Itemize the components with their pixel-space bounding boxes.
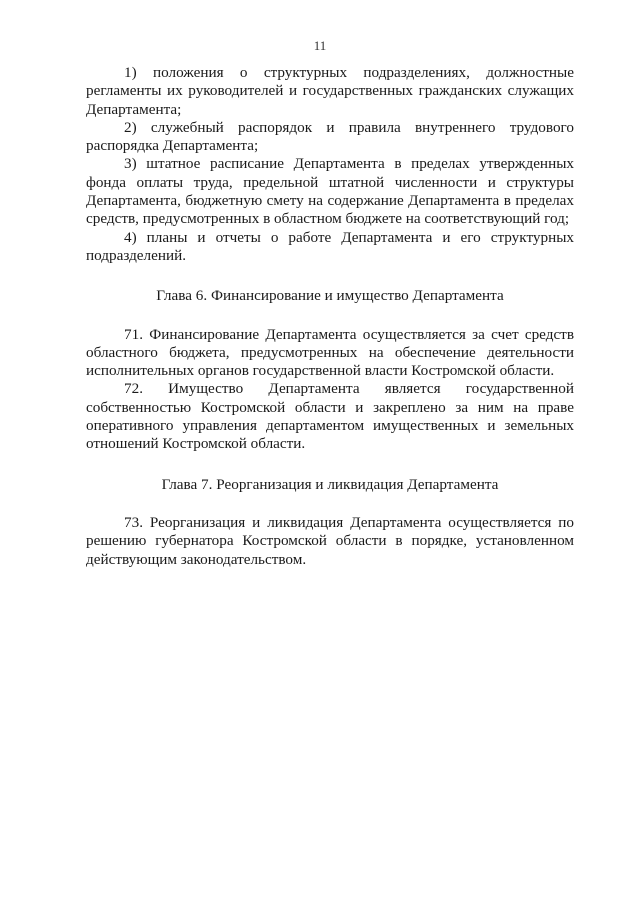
- list-item: 1) положения о структурных подразделениях, должностные регламенты их руководителей и государственных гражданских служащих Департамента;: [86, 64, 574, 118]
- paragraph-72: 72. Имущество Департамента является государственной собственностью Костромской области и закреплено за ним на праве оперативного управления департаментом имущественных и земельных отношений Костромской области.: [86, 380, 574, 453]
- list-item: 3) штатное расписание Департамента в пределах утвержденных фонда оплаты труда, предельной штатной численности и структуры Департамента, бюджетную смету на содержание Департамента в пределах средств, предусмотренных в областном бюджете на соответствующий год;: [86, 155, 574, 228]
- paragraph-71: 71. Финансирование Департамента осуществляется за счет средств областного бюджета, предусмотренных на обеспечение деятельности исполнительных органов государственной власти Костромской области.: [86, 325, 574, 380]
- document-body: [86, 64, 574, 569]
- paragraph-73: 73. Реорганизация и ликвидация Департамента осуществляется по решению губернатора Костромской области в порядке, установленном действующим законодательством.: [86, 513, 574, 568]
- chapter-7-heading: Глава 7. Реорганизация и ликвидация Департамента: [161, 475, 499, 493]
- chapter-6-heading: Глава 6. Финансирование и имущество Департамента: [156, 287, 504, 305]
- page-number: 11: [313, 38, 327, 53]
- list-item: 4) планы и отчеты о работе Департамента и его структурных подразделений.: [86, 228, 574, 264]
- list-item: 2) служебный распорядок и правила внутреннего трудового распорядка Департамента;: [86, 118, 574, 155]
